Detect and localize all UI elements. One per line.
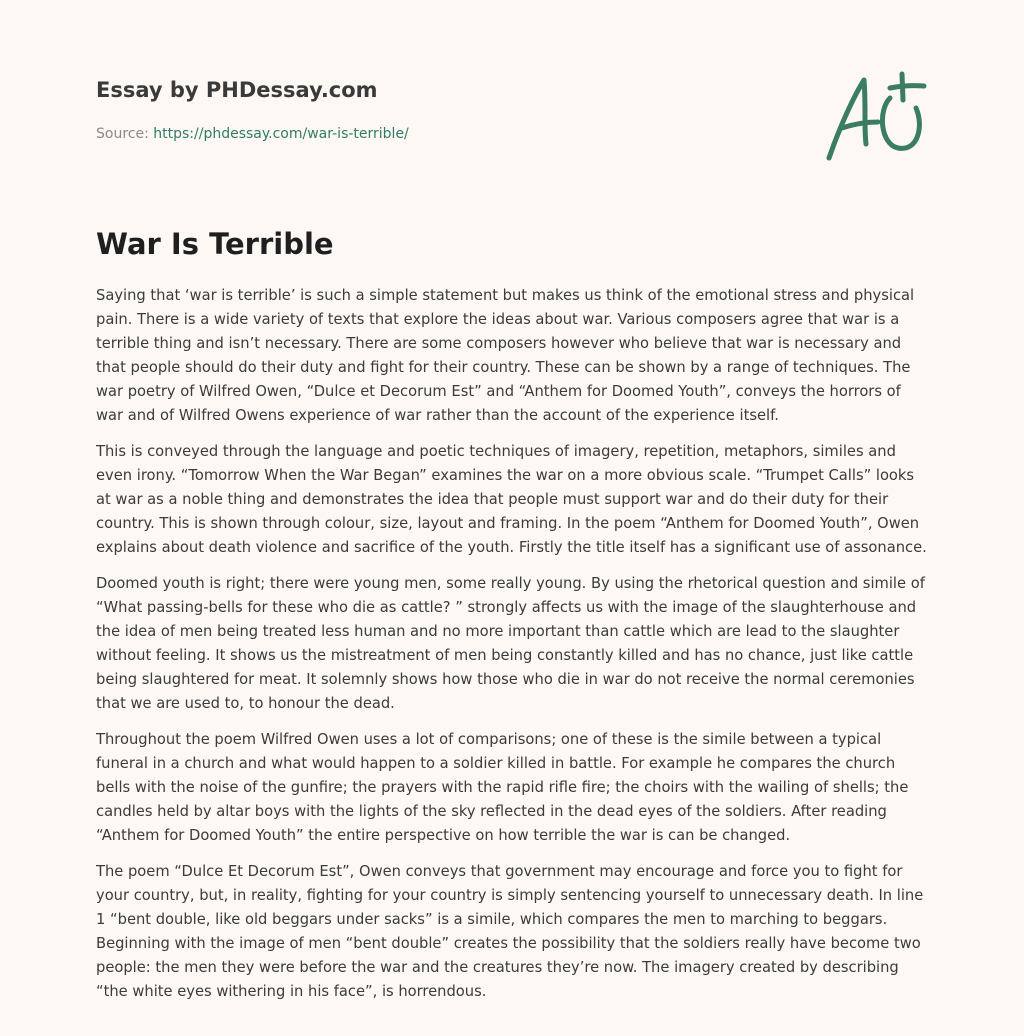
site-title: Essay by PHDessay.com — [96, 78, 378, 102]
essay-paragraph: Saying that ‘war is terrible’ is such a simple statement but makes us think of the emotional stress and physical pain. There is a wide variety of texts that explore the ideas about war. Various composers agree that war is a terrible thing and isn’t necessary. There are some composers however who believe that war is necessary and that people should do their duty and fight for their country. These can be shown by a range of techniques. The war poetry of Wilfred Owen, “Dulce et Decorum Est” and “Anthem for Doomed Youth”, conveys the horrors of war and of Wilfred Owens experience of war rather than the account of the experience itself. — [96, 287, 915, 424]
essay-paragraph: This is conveyed through the language and poetic techniques of imagery, repetition, metaphors, similes and even irony. “Tomorrow When the War Began” examines the war on a more obvious scale. “Trumpet Calls” looks at war as a noble thing and demonstrates the idea that people must support war and do their duty for their country. This is shown through colour, size, layout and framing. In the poem “Anthem for Doomed Youth”, Owen explains about death violence and sacrifice of the youth. Firstly the title itself has a significant use of assonance. — [96, 443, 927, 556]
essay-title: War Is Terrible — [96, 227, 334, 261]
page-header — [96, 76, 736, 144]
source-line — [96, 124, 736, 144]
essay-body — [96, 284, 932, 1016]
source-link[interactable]: https://phdessay.com/war-is-terrible/ — [153, 126, 409, 142]
essay-paragraph: Doomed youth is right; there were young men, some really young. By using the rhetorical question and simile of “What passing-bells for these who die as cattle? ” strongly affects us with the image of the slaughterhouse and the idea of men being treated less human and no more important than cattle which are lead to the slaughter without feeling. It shows us the mistreatment of men being constantly killed and has no chance, just like cattle being slaughtered for meat. It solemnly shows how those who die in war do not receive the normal ceremonies that we are used to, to honour the dead. — [96, 575, 925, 712]
source-label: Source: — [96, 126, 154, 142]
essay-paragraph: Throughout the poem Wilfred Owen uses a lot of comparisons; one of these is the simile between a typical funeral in a church and what would happen to a soldier killed in battle. For example he compares the church bells with the noise of the gunfire; the prayers with the rapid rifle fire; the choirs with the wailing of shells; the candles held by altar boys with the lights of the sky reflected in the dead eyes of the soldiers. After reading “Anthem for Doomed Youth” the entire perspective on how terrible the war is can be changed. — [96, 731, 909, 844]
essay-paragraph: The poem “Dulce Et Decorum Est”, Owen conveys that government may encourage and force you to fight for your country, but, in reality, fighting for your country is simply sentencing yourself to unnecessary death. In line 1 “bent double, like old beggars under sacks” is a simile, which compares the men to marching to beggars. Beginning with the image of men “bent double” creates the possibility that the soldiers really have become two people: the men they were before the war and the creatures they’re now. The imagery created by describing “the white eyes withering in his face”, is horrendous. — [96, 863, 924, 1000]
a-plus-logo-icon — [820, 66, 930, 166]
